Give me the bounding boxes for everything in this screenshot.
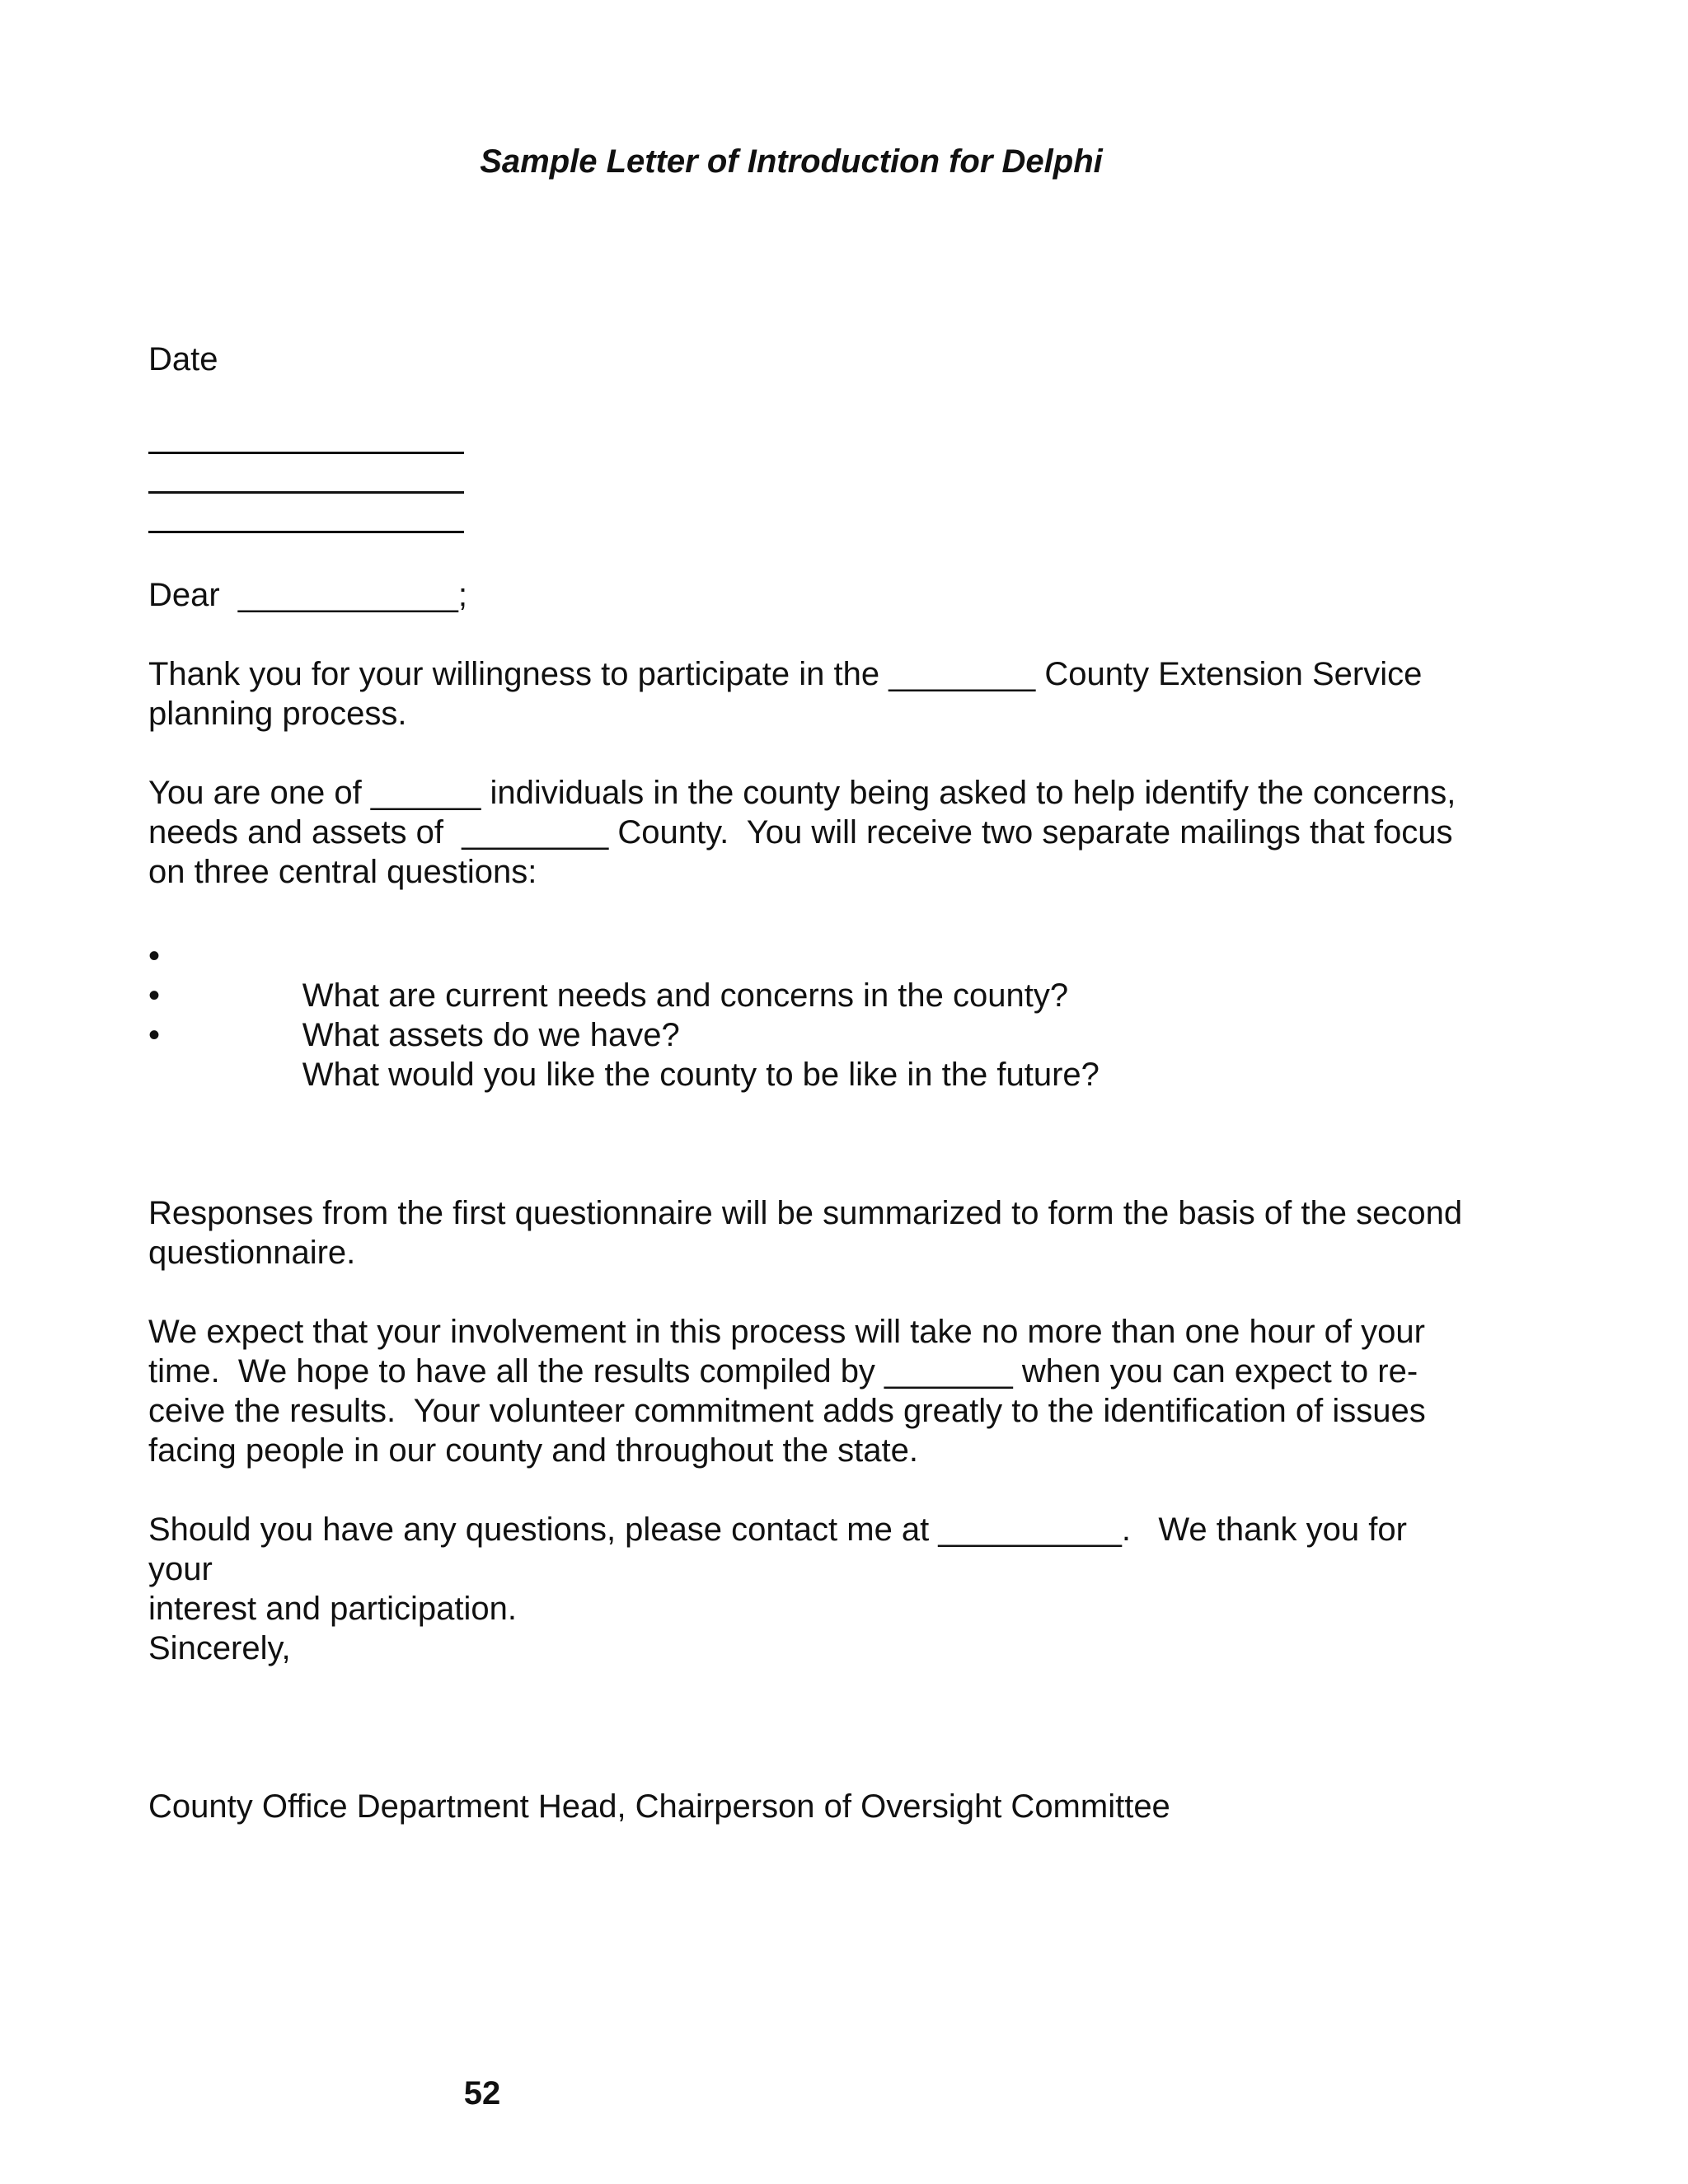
question-text: What assets do we have? [302,1017,680,1053]
questions-list [148,936,1467,1093]
address-line-2 [148,491,464,494]
question-text: What are current needs and concerns in the county? [302,977,1069,1014]
list-item [148,976,1467,1053]
paragraph-responses: Responses from the first questionnaire will be summarized to form the basis of the second questionnaire. [148,1195,1463,1271]
date-label: Date [148,341,218,377]
bullet-icon: • [148,938,161,974]
paragraph-participation: You are one of ______ individuals in the county being asked to help identify the concerns, needs and assets of ________ County. You will receive two separate mailings that focus on three central questions: [148,775,1456,890]
paragraph-expectation: We expect that your involvement in this process will take no more than one hour of your time. We hope to have all the results compiled by _______ when you can expect to re- ceive the results. Your volunteer commitment adds greatly to the identification of issues facing people in our county and throughout the state. [148,1314,1426,1469]
bullet-icon: • [148,1017,161,1053]
closing: Sincerely, [148,1630,291,1666]
list-item [148,1015,1467,1093]
address-line-3 [148,531,464,533]
salutation: Dear ____________; [148,577,467,613]
paragraph-contact: Should you have any questions, please contact me at __________. We thank you for your interest and participation. [148,1511,1407,1627]
question-text: What would you like the county to be like in the future? [302,1057,1100,1093]
letter-title: Sample Letter of Introduction for Delphi [480,143,1103,180]
signature: County Office Department Head, Chairperson of Oversight Committee [148,1788,1170,1825]
page-number: 52 [463,2075,501,2111]
address-line-1 [148,452,464,454]
bullet-icon: • [148,977,161,1014]
list-item [148,936,1467,1014]
paragraph-thank-you: Thank you for your willingness to participate in the ________ County Extension Service planning process. [148,656,1423,732]
